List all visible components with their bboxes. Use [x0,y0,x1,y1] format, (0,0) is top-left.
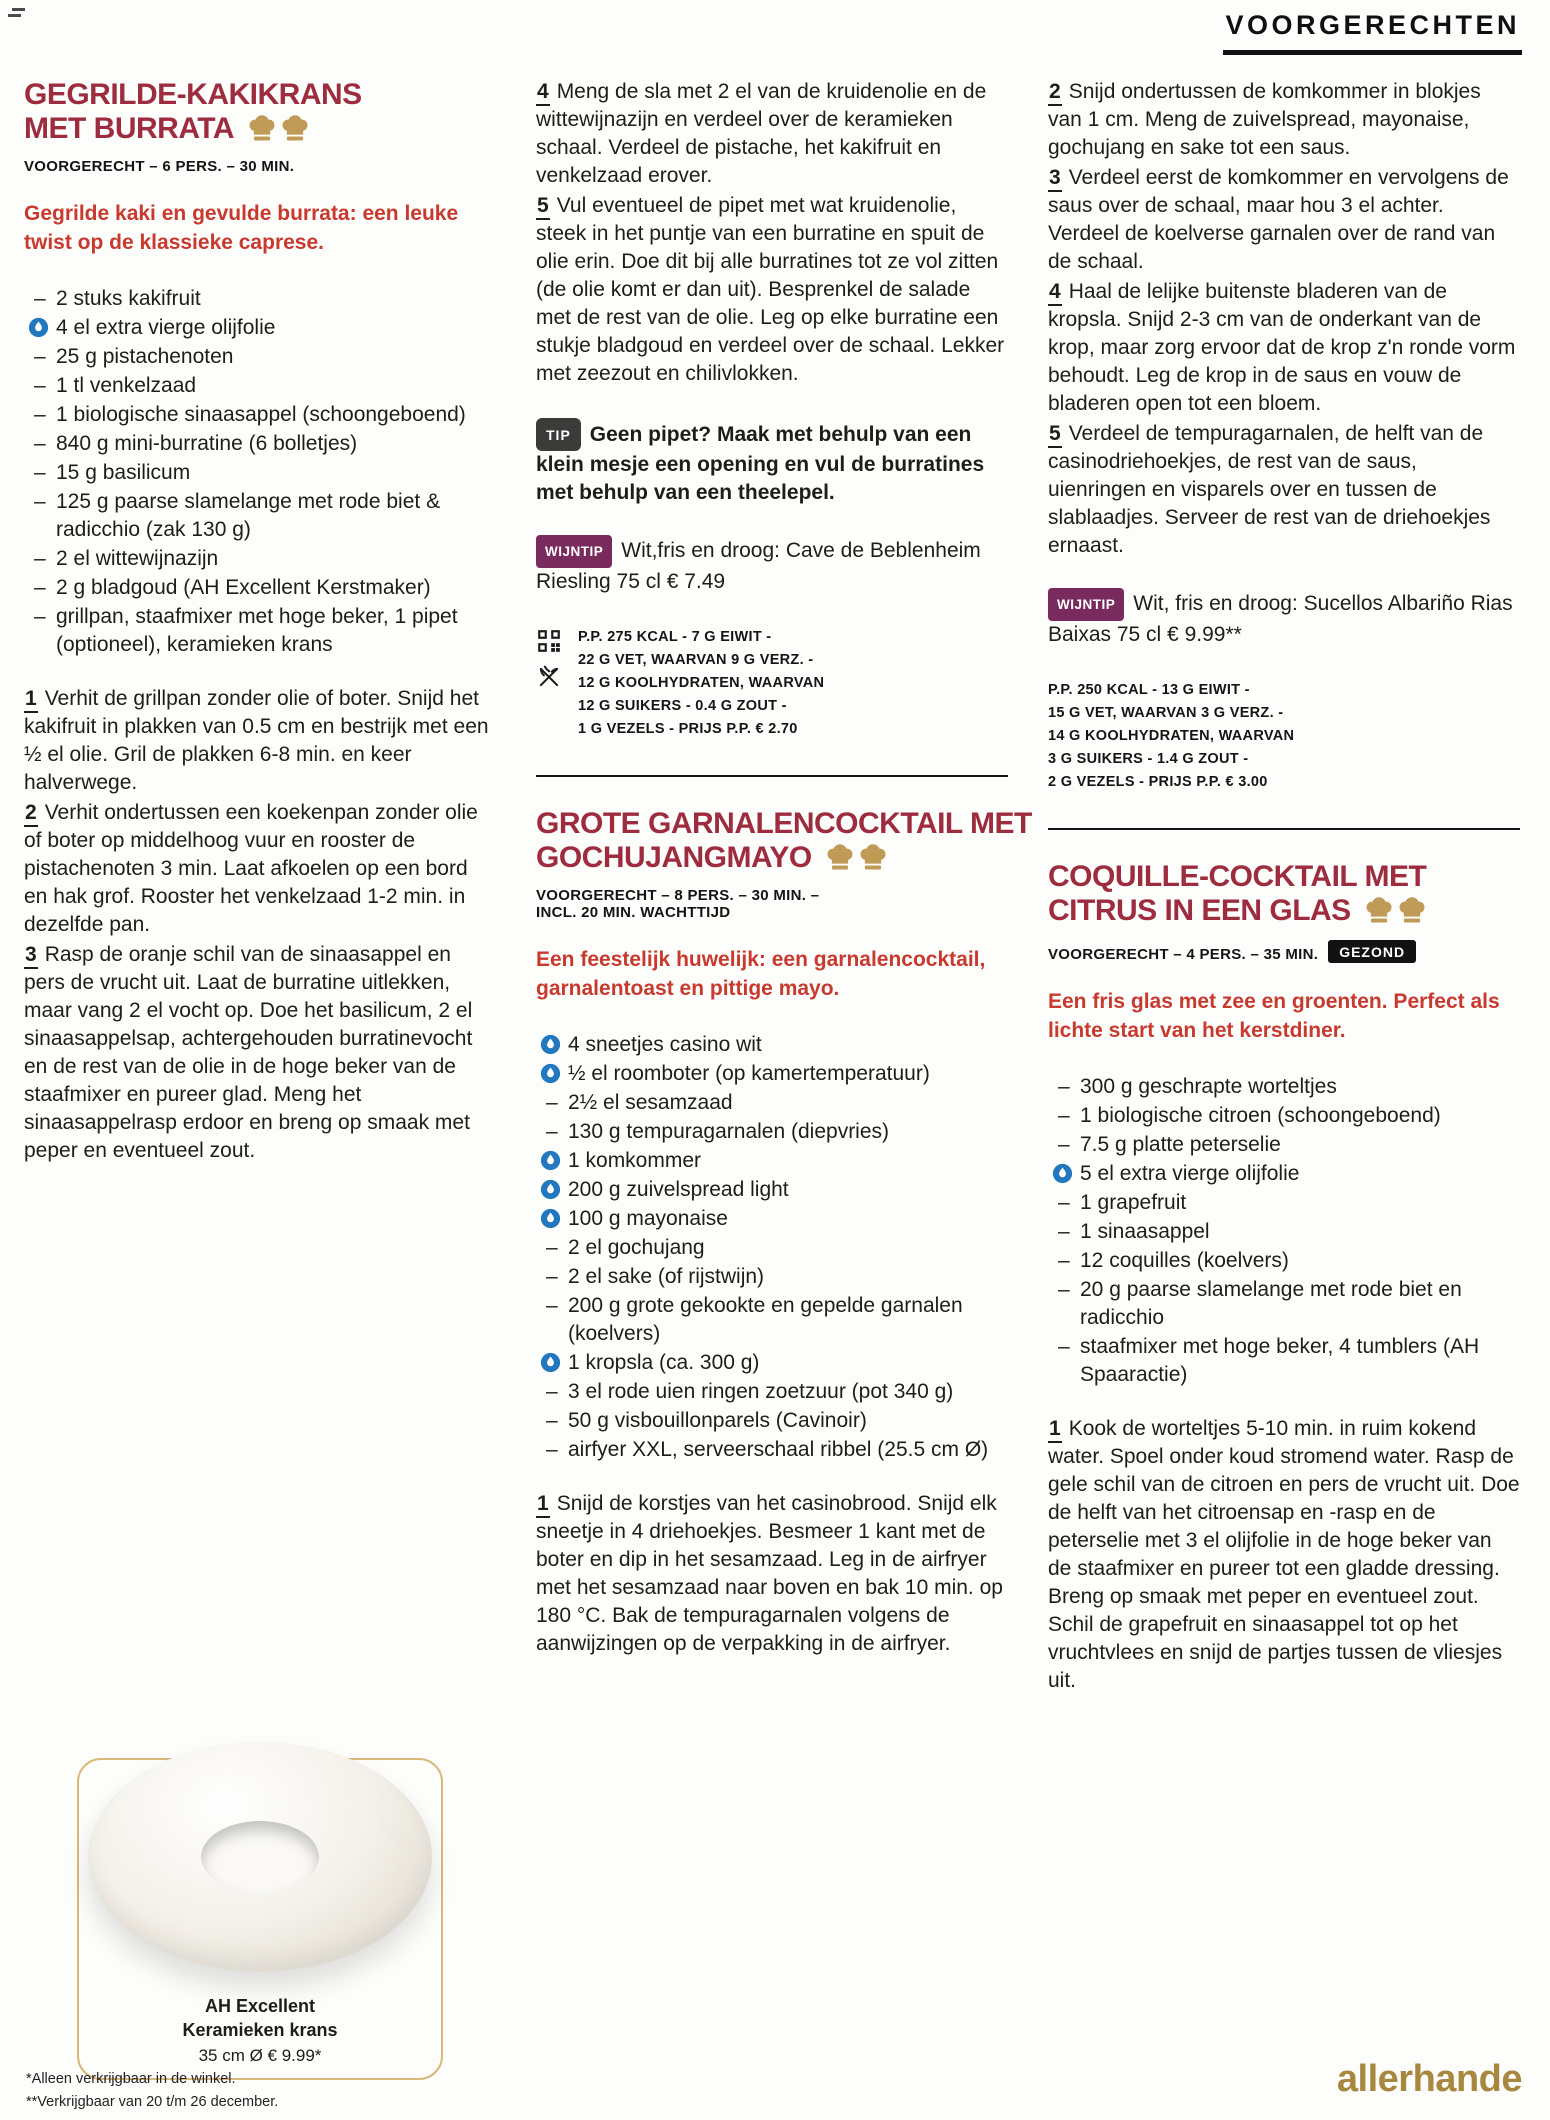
ingredient-text: airfyer XXL, serveerschaal ribbel (25.5 cm Ø) [568,1438,989,1461]
step-number: 1 [24,687,38,713]
recipe3-meta [1048,940,1520,963]
dash-icon: – [34,287,46,310]
ingredient-item [540,1436,1008,1464]
ingredient-text: 25 g pistachenoten [56,345,234,368]
ingredient-item [540,1147,1008,1175]
wine-tip-badge: WIJNTIP [1048,588,1124,621]
recipe-title-line: CITRUS IN EEN GLAS [1048,894,1351,927]
product-name: Keramieken krans [182,2020,338,2040]
dash-icon: – [34,403,46,426]
step-text: Snijd ondertussen de komkommer in blokjes van 1 cm. Meng de zuivelspread, mayonaise, gochujang en sake tot een saus. [1048,80,1481,159]
ingredient-text: grillpan, staafmixer met hoge beker, 1 pipet (optioneel), keramieken krans [56,605,458,656]
recipe-step [536,78,1008,190]
recipe2-steps-continued [1048,78,1520,560]
chef-hat-icon [1397,896,1427,926]
ingredient-text: ½ el roomboter (op kamertemperatuur) [568,1062,930,1085]
meta-line: VOORGERECHT – 4 PERS. – 35 MIN. [1048,946,1319,963]
ingredient-item [1052,1073,1520,1101]
dash-icon: – [34,461,46,484]
ingredient-text: 2 el sake (of rijstwijn) [568,1265,765,1288]
ingredient-text: 7.5 g platte peterselie [1080,1133,1281,1156]
dash-icon: – [1058,1249,1070,1272]
droplet-icon [540,1176,568,1204]
recipe-title-line: MET BURRATA [24,112,235,145]
recipe1-steps-continued [536,78,1008,388]
step-number: 4 [536,80,550,106]
wine-tip-text: Wit,fris en droog: Cave de Beblenheim Riesling 75 cl € 7.49 [536,539,981,593]
chef-hat-icon [825,843,855,873]
section-divider [1048,828,1520,830]
ingredient-item [1052,1218,1520,1246]
dash-icon: – [546,1438,558,1461]
tip-badge: TIP [536,418,581,451]
recipe2-steps [536,1490,1008,1658]
recipe-step [1048,1415,1520,1695]
ingredient-item [540,1349,1008,1377]
step-text: Verdeel de tempuragarnalen, de helft van de casinodriehoekjes, de rest van de saus, uienringen en visparels over en tussen de slablaadjes. Serveer de rest van de driehoekjes ernaast. [1048,422,1491,557]
dash-icon: – [546,1409,558,1432]
step-number: 2 [1048,80,1062,106]
ingredient-item [28,372,496,400]
wine-tip-text: Wit, fris en droog: Sucellos Albariño Rias Baixas 75 cl € 9.99** [1048,592,1513,646]
ingredient-text: 3 el rode uien ringen zoetzuur (pot 340 g) [568,1380,954,1403]
dash-icon: – [546,1265,558,1288]
ingredient-item [28,314,496,342]
step-number: 5 [536,194,550,220]
ingredient-text: 1 biologische citroen (schoongeboend) [1080,1104,1441,1127]
chef-hat-icons [1361,894,1427,927]
step-text: Haal de lelijke buitenste bladeren van de kropsla. Snijd 2-3 cm van de onderkant van de krop, maar zorg ervoor dat de krop z'n ronde vorm behoudt. Leg de krop in de saus en vouw de bladeren open tot een bloem. [1048,280,1516,415]
ingredient-item [540,1378,1008,1406]
recipe-step [1048,420,1520,560]
nutrition-line: 12 G SUIKERS - 0.4 G ZOUT - [578,698,787,714]
recipe-title-line: COQUILLE-COCKTAIL MET [1048,860,1427,893]
ingredient-text: 20 g paarse slamelange met rode biet en radicchio [1080,1278,1462,1329]
recipe2-intro: Een feestelijk huwelijk: een garnalencocktail, garnalentoast en pittige mayo. [536,948,986,1000]
step-text: Kook de worteltjes 5-10 min. in ruim kokend water. Spoel onder koud stromend water. Rasp de gele schil van de citroen en pers de vrucht uit. Doe de helft van het citroensap en -rasp en de peterselie met 3 el olijfolie in de hoge beker van de staafmixer en pureer tot een gladde dressing. Breng op smaak met peper en eventueel zout. Schil de grapefruit en sinaasappel tot op het vruchtvlees en snijd de partjes tussen de vliesjes uit. [1048,1417,1520,1692]
ingredient-text: 1 kropsla (ca. 300 g) [568,1351,760,1374]
recipe3-steps [1048,1415,1520,1695]
meta-line: INCL. 20 MIN. WACHTTIJD [536,904,731,921]
tip-text: Geen pipet? Maak met behulp van een klein mesje een opening en vul de burratines met behulp van een theelepel. [536,423,985,504]
section-divider [536,775,1008,777]
ingredient-text: 125 g paarse slamelange met rode biet & radicchio (zak 130 g) [56,490,441,541]
droplet-icon [1052,1160,1080,1188]
ingredient-text: 4 el extra vierge olijfolie [56,316,276,339]
ingredient-text: 4 sneetjes casino wit [568,1033,762,1056]
dash-icon: – [546,1236,558,1259]
ingredient-text: 2 el wittewijnazijn [56,547,219,570]
droplet-icon [540,1349,568,1377]
dash-icon: – [34,374,46,397]
ingredient-item [540,1407,1008,1435]
nutrition-line: 1 G VEZELS - PRIJS P.P. € 2.70 [578,721,798,737]
ingredient-item [1052,1102,1520,1130]
step-text: Verhit ondertussen een koekenpan zonder olie of boter op middelhoog vuur en rooster de pistachenoten 3 min. Laat afkoelen op een bord en hak grof. Rooster het venkelzaad 1-2 min. in dezelfde pan. [24,801,478,936]
ingredient-item [28,574,496,602]
dash-icon: – [1058,1191,1070,1214]
ingredient-text: staafmixer met hoge beker, 4 tumblers (AH Spaaractie) [1080,1335,1480,1386]
nutrition-line: 12 G KOOLHYDRATEN, WAARVAN [578,675,825,691]
gezond-badge: GEZOND [1328,940,1416,963]
tip-paragraph [536,418,1008,507]
ingredient-text: 100 g mayonaise [568,1207,728,1230]
recipe2-nutrition [1048,679,1520,794]
step-number: 3 [24,943,38,969]
nutrition-line: 2 G VEZELS - PRIJS P.P. € 3.00 [1048,774,1268,790]
nutrition-lines [1048,679,1294,794]
column-3 [1048,78,1520,1697]
product-feature [24,1742,496,2094]
meta-line: VOORGERECHT – 8 PERS. – 30 MIN. – [536,887,820,904]
ingredient-text: 300 g geschrapte worteltjes [1080,1075,1337,1098]
ingredient-text: 50 g visbouillonparels (Cavinoir) [568,1409,867,1432]
dash-icon: – [34,345,46,368]
dash-icon: – [34,490,46,513]
droplet-icon [540,1060,568,1088]
chef-hat-icon [280,114,310,144]
dash-icon: – [1058,1220,1070,1243]
droplet-icon [540,1031,568,1059]
ingredient-text: 840 g mini-burratine (6 bolletjes) [56,432,358,455]
recipe2-ingredients [540,1031,1008,1464]
ingredient-item [1052,1333,1520,1389]
nutrition-line: 15 G VET, WAARVAN 3 G VERZ. - [1048,705,1284,721]
dash-icon: – [34,576,46,599]
ingredient-item [540,1263,1008,1291]
recipe-step [24,685,496,797]
step-text: Verdeel eerst de komkommer en vervolgens de saus over de schaal, maar hou 3 el achter. Verdeel de koelverse garnalen over de rand van de schaal. [1048,166,1509,273]
recipe1-ingredients [28,285,496,659]
nutrition-line: 14 G KOOLHYDRATEN, WAARVAN [1048,728,1295,744]
recipe-step [536,192,1008,388]
ingredient-item [28,285,496,313]
ingredient-text: 5 el extra vierge olijfolie [1080,1162,1300,1185]
page-title: VOORGERECHTEN [1223,10,1522,55]
dash-icon: – [34,547,46,570]
ceramic-wreath-image [88,1742,432,1972]
ingredient-item [28,488,496,544]
nutrition-line: 3 G SUIKERS - 1.4 G ZOUT - [1048,751,1249,767]
dash-icon: – [1058,1335,1070,1358]
chef-hat-icons [822,841,888,874]
ingredient-item [1052,1131,1520,1159]
ingredient-text: 1 komkommer [568,1149,702,1172]
step-number: 3 [1048,166,1062,192]
recipe1-intro: Gegrilde kaki en gevulde burrata: een leuke twist op de klassieke caprese. [24,202,459,254]
recipe-step [24,799,496,939]
step-text: Snijd de korstjes van het casinobrood. Snijd elk sneetje in 4 driehoekjes. Besmeer 1 kant met de boter en dip in het sesamzaad. Leg in de airfryer met het sesamzaad naar boven en bak 10 min. op 180 °C. Bak de tempuragarnalen volgens de aanwijzingen op de verpakking in de airfryer. [536,1492,1003,1655]
ingredient-item [28,343,496,371]
nutrition-line: 22 G VET, WAARVAN 9 G VERZ. - [578,652,814,668]
ingredient-item [1052,1247,1520,1275]
droplet-icon [540,1147,568,1175]
qr-code-icon [536,628,562,654]
step-text: Meng de sla met 2 el van de kruidenolie en de wittewijnazijn en verdeel over de keramieken schaal. Verdeel de pistache, het kakifruit en venkelzaad erover. [536,80,987,187]
recipe-title-line: GROTE GARNALENCOCKTAIL MET [536,807,1032,840]
step-text: Vul eventueel de pipet met wat kruidenolie, steek in het puntje van een burratine en spuit de olie erin. Doe dit bij alle burratines tot ze vol zitten (de olie komt er dan uit). Besprenkel de salade met de rest van de olie. Leg op elke burratine een stukje bladgoud en verdeel over de schaal. Lekker met zeezout en chilivlokken. [536,194,1005,385]
recipe1-title [24,78,496,146]
wine-tip-paragraph [1048,588,1520,649]
recipe2-meta [536,887,1008,921]
ingredient-item [1052,1276,1520,1332]
chef-hat-icons [244,112,310,145]
ingredient-item [28,459,496,487]
ingredient-item [28,545,496,573]
product-price: 35 cm Ø € 9.99* [198,2046,322,2065]
ingredient-text: 200 g grote gekookte en gepelde garnalen (koelvers) [568,1294,963,1345]
footnotes [26,2068,278,2114]
chef-hat-icon [247,114,277,144]
ingredient-text: 15 g basilicum [56,461,191,484]
wine-tip-badge: WIJNTIP [536,535,612,568]
ingredient-item [1052,1189,1520,1217]
recipe3-title [1048,860,1520,928]
chef-hat-icon [858,843,888,873]
ingredient-text: 1 grapefruit [1080,1191,1187,1214]
ingredient-text: 1 sinaasappel [1080,1220,1210,1243]
ingredient-text: 1 biologische sinaasappel (schoongeboend) [56,403,466,426]
step-number: 1 [1048,1417,1062,1443]
step-number: 4 [1048,280,1062,306]
nutrition-line: P.P. 250 KCAL - 13 G EIWIT - [1048,682,1250,698]
wine-tip-paragraph [536,535,1008,596]
footnote: *Alleen verkrijgbaar in de winkel. [26,2071,236,2087]
product-caption [24,1994,496,2068]
ingredient-item [540,1292,1008,1348]
recipe-title-line: GEGRILDE-KAKIKRANS [24,78,362,111]
ingredient-item [540,1205,1008,1233]
recipe-step [536,1490,1008,1658]
ingredient-item [540,1031,1008,1059]
column-2 [536,78,1032,1697]
dash-icon: – [546,1380,558,1403]
ingredient-text: 200 g zuivelspread light [568,1178,789,1201]
recipe1-steps [24,685,496,1165]
recipe-step [1048,78,1520,162]
step-text: Verhit de grillpan zonder olie of boter. Snijd het kakifruit in plakken van 0.5 cm en bestrijk met een ½ el olie. Gril de plakken 6-8 min. en keer halverwege. [24,687,489,794]
step-number: 5 [1048,422,1062,448]
dash-icon: – [1058,1104,1070,1127]
nutrition-icons [536,626,566,741]
recipe-step [1048,164,1520,276]
dash-icon: – [34,605,46,628]
whisk-fork-icon [536,664,562,690]
magazine-columns [24,78,1520,1697]
allerhande-logo: allerhande [1336,2058,1522,2100]
dash-icon: – [546,1091,558,1114]
droplet-icon [28,314,56,342]
droplet-icon [540,1205,568,1233]
recipe-step [1048,278,1520,418]
nutrition-line: P.P. 275 KCAL - 7 G EIWIT - [578,629,772,645]
ingredient-item [540,1118,1008,1146]
recipe3-intro: Een fris glas met zee en groenten. Perfect als lichte start van het kerstdiner. [1048,990,1500,1042]
ingredient-text: 2 g bladgoud (AH Excellent Kerstmaker) [56,576,431,599]
step-text: Rasp de oranje schil van de sinaasappel en pers de vrucht uit. Laat de burratine uitlekken, maar vang 2 el vocht op. Doe het basilicum, 2 el sinaasappelsap, achtergehouden burratinevocht en de rest van de olie in de hoge beker van de staafmixer en pureer glad. Meng het sinaasappelrasp erdoor en breng op smaak met peper en eventueel zout. [24,943,473,1162]
step-number: 1 [536,1492,550,1518]
ingredient-item [540,1060,1008,1088]
recipe1-meta: VOORGERECHT – 6 PERS. – 30 MIN. [24,158,295,175]
dash-icon: – [1058,1278,1070,1301]
recipe1-nutrition [536,626,1008,741]
ingredient-text: 130 g tempuragarnalen (diepvries) [568,1120,890,1143]
step-number: 2 [24,801,38,827]
chef-hat-icon [1364,896,1394,926]
nutrition-lines [578,626,824,741]
ingredient-item [540,1176,1008,1204]
ingredient-item [28,401,496,429]
recipe2-title [536,807,1032,875]
page-header [1223,10,1522,55]
footnote: **Verkrijgbaar van 20 t/m 26 december. [26,2094,279,2110]
recipe-title-line: GOCHUJANGMAYO [536,841,812,874]
ingredient-item [540,1089,1008,1117]
dash-icon: – [1058,1133,1070,1156]
dash-icon: – [546,1120,558,1143]
product-brand: AH Excellent [204,1996,316,2016]
ingredient-item [1052,1160,1520,1188]
ingredient-text: 1 tl venkelzaad [56,374,197,397]
wreath-hole [201,1821,319,1893]
ingredient-text: 2 stuks kakifruit [56,287,201,310]
ingredient-item [28,603,496,659]
recipe3-ingredients [1052,1073,1520,1389]
recipe-step [24,941,496,1165]
ingredient-item [540,1234,1008,1262]
dash-icon: – [546,1294,558,1317]
dash-icon: – [1058,1075,1070,1098]
column-1 [24,78,496,1697]
ingredient-text: 12 coquilles (koelvers) [1080,1249,1289,1272]
ingredient-text: 2½ el sesamzaad [568,1091,733,1114]
ingredient-text: 2 el gochujang [568,1236,705,1259]
print-registration-mark [12,8,25,11]
ingredient-item [28,430,496,458]
dash-icon: – [34,432,46,455]
